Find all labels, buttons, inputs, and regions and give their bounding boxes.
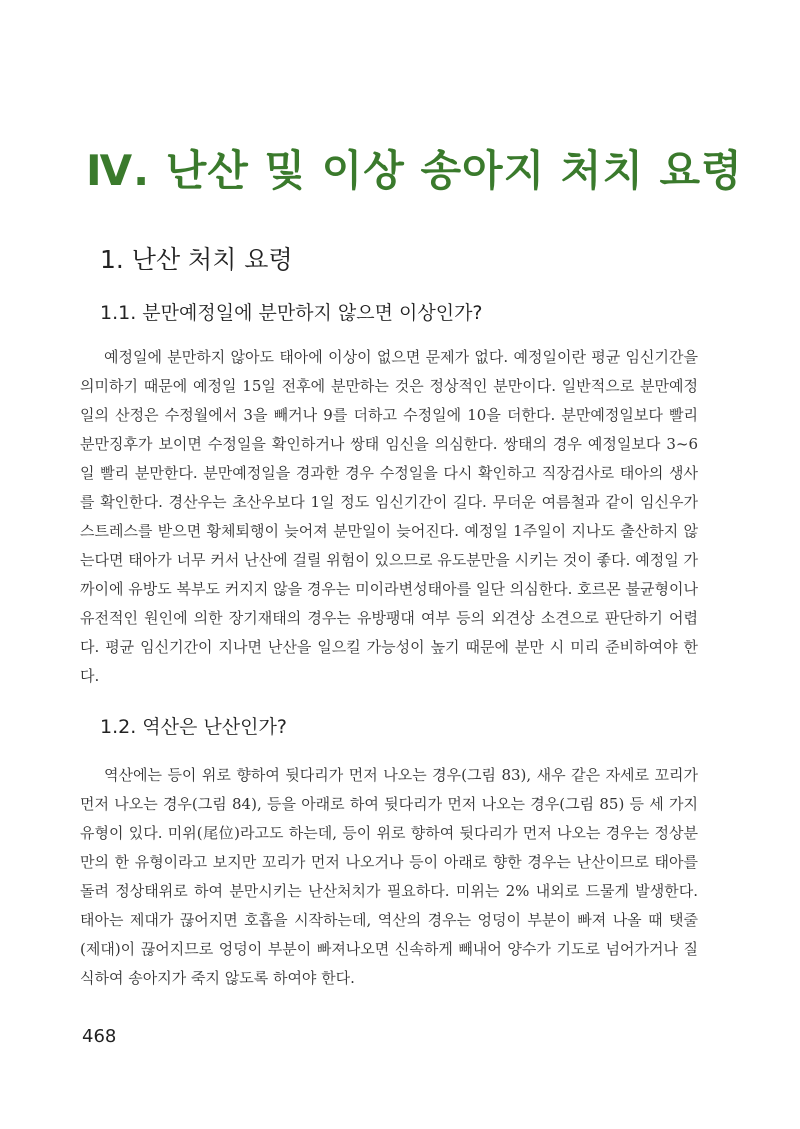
subsection-title: 1.2. 역산은 난산인가? — [100, 716, 287, 738]
subsection-title: 1.1. 분만예정일에 분만하지 않으면 이상인가? — [100, 302, 483, 324]
chapter-title: Ⅳ. 난산 및 이상 송아지 처치 요령 — [86, 146, 743, 195]
page-number: 468 — [82, 1026, 117, 1047]
body-paragraph: 예정일에 분만하지 않아도 태아에 이상이 없으면 문제가 없다. 예정일이란 평균 임신기간을 의미하기 때문에 예정일 15일 전후에 분만하는 것은 정상적인 분만이다. 일반적으로 분만예정일의 산정은 수정월에서 3을 빼거나 9를 더하고 수정일에 10을 더한다. 분만예정일보다 빨리 분만징후가 보이면 수정일을 확인하거나 쌍태 임신을 의심한다. 쌍태의 경우 예정일보다 3~6일 빨리 분만한다. 분만예정일을 경과한 경우 수정일을 다시 확인하고 직장검사로 태아의 생사를 확인한다. 경산우는 초산우보다 1일 정도 임신기간이 길다. 무더운 여름철과 같이 임신우가 스트레스를 받으면 황체퇴행이 늦어져 분만일이 늦어진다. 예정일 1주일이 지나도 출산하지 않는다면 태아가 너무 커서 난산에 걸릴 위험이 있으므로 유도분만을 시키는 것이 좋다. 예정일 가까이에 유방도 복부도 커지지 않을 경우는 미이라변성태아를 일단 의심한다. 호르몬 불균형이나 유전적인 원인에 의한 장기재태의 경우는 유방팽대 여부 등의 외견상 소견으로 판단하기 어렵다. 평균 임신기간이 지나면 난산을 일으킬 가능성이 높기 때문에 분만 시 미리 준비하여야 한다. — [80, 348, 698, 685]
body-paragraph: 역산에는 등이 위로 향하여 뒷다리가 먼저 나오는 경우(그림 83), 새우 같은 자세로 꼬리가 먼저 나오는 경우(그림 84), 등을 아래로 하여 뒷다리가 먼저 나오는 경우(그림 85) 등 세 가지 유형이 있다. 미위(尾位)라고도 하는데, 등이 위로 향하여 뒷다리가 먼저 나오는 경우는 정상분만의 한 유형이라고 보지만 꼬리가 먼저 나오거나 등이 아래로 향한 경우는 난산이므로 태아를 돌려 정상태위로 하여 분만시키는 난산처치가 필요하다. 미위는 2% 내외로 드물게 발생한다. 태아는 제대가 끊어지면 호흡을 시작하는데, 역산의 경우는 엉덩이 부분이 빠져 나올 때 탯줄(제대)이 끊어지므로 엉덩이 부분이 빠져나오면 신속하게 빼내어 양수가 기도로 넘어가거나 질식하여 송아지가 죽지 않도록 하여야 한다. — [80, 766, 698, 987]
section-title: 1. 난산 처치 요령 — [100, 245, 293, 274]
